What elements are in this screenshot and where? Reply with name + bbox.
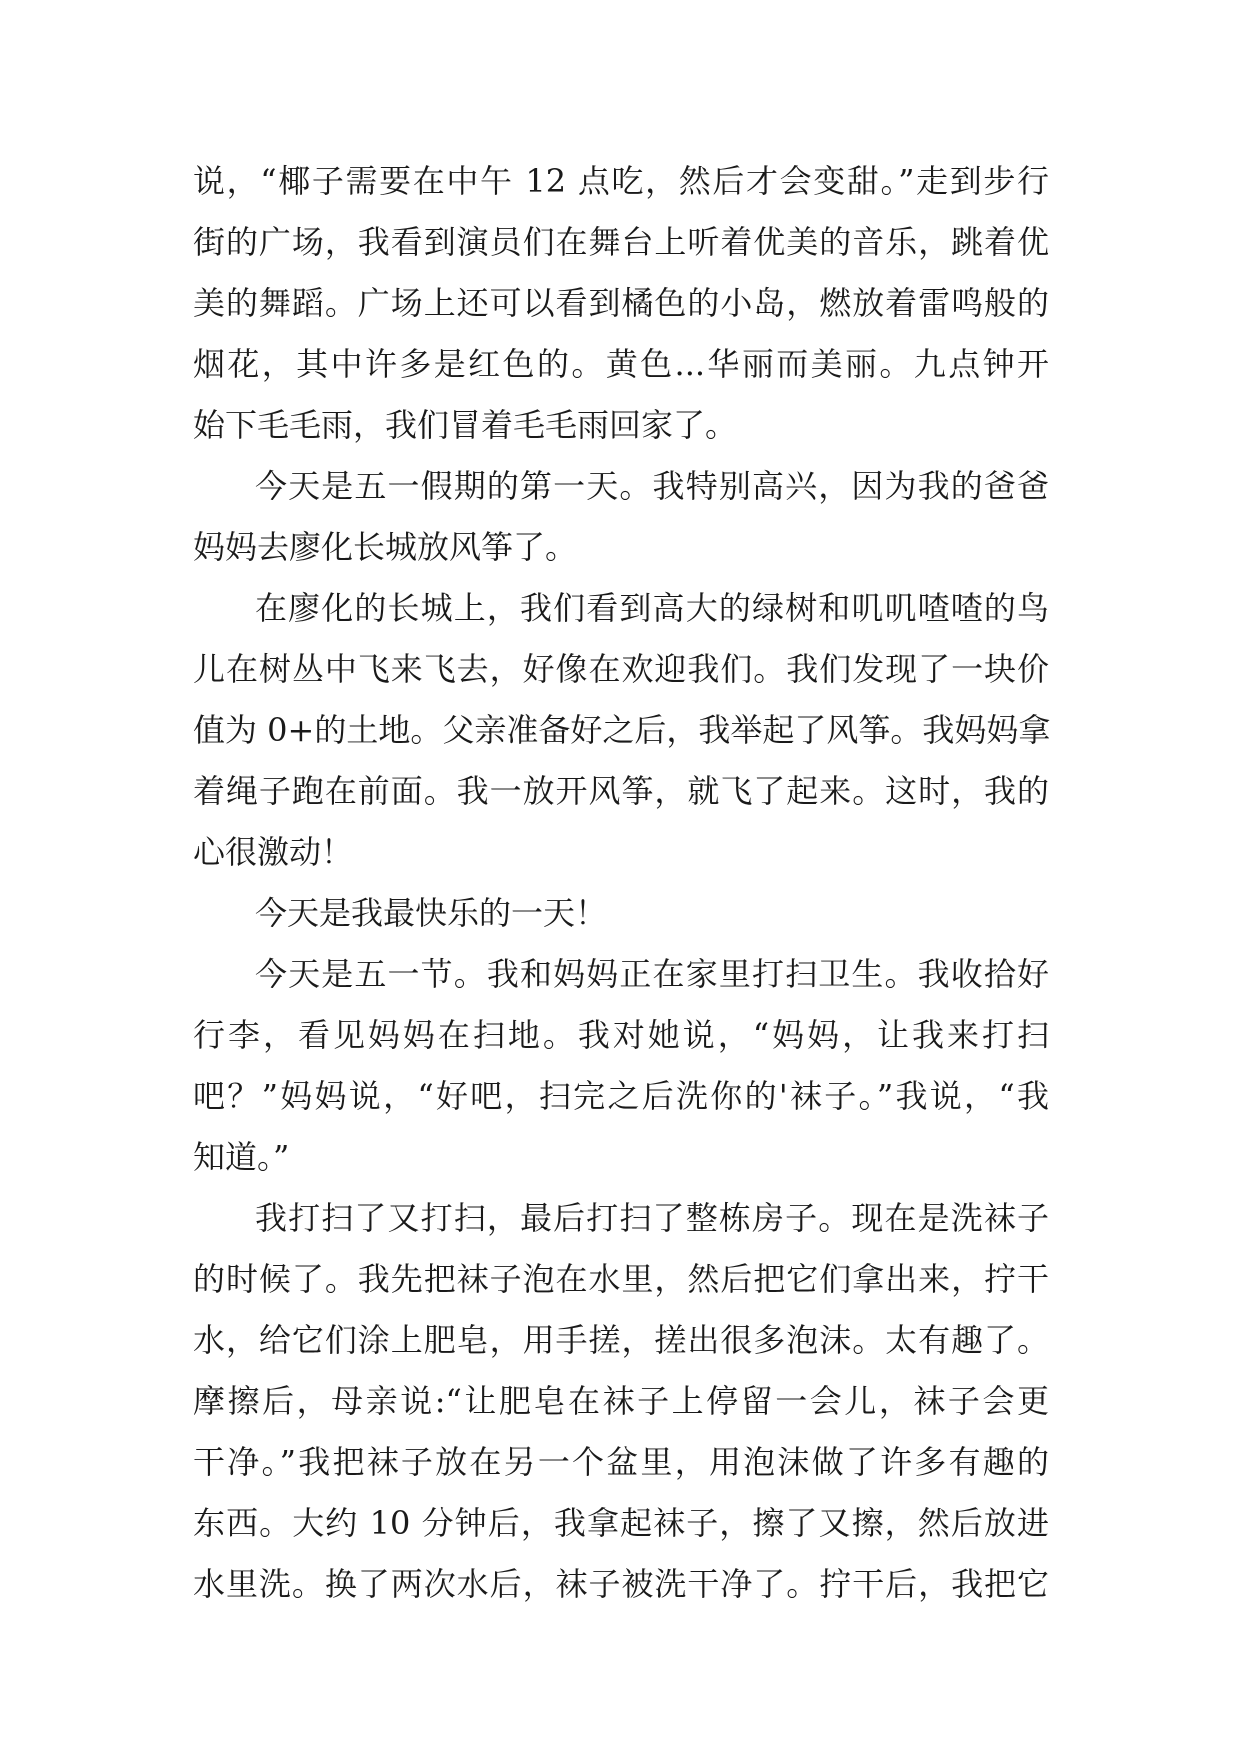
text-line: 知道。” [193, 1138, 290, 1176]
text-line: 水里洗。换了两次水后，袜子被洗干净了。拧干后，我把它 [193, 1565, 1049, 1603]
text-line: 值为 0+的土地。父亲准备好之后，我举起了风筝。我妈妈拿 [193, 711, 1051, 749]
text-line: 摩擦后，母亲说:“让肥皂在袜子上停留一会儿，袜子会更 [193, 1382, 1049, 1420]
text-line: 行李，看见妈妈在扫地。我对她说，“妈妈，让我来打扫 [193, 1016, 1049, 1054]
text-line: 着绳子跑在前面。我一放开风筝，就飞了起来。这时，我的 [193, 772, 1049, 810]
text-line: 说，“椰子需要在中午 12 点吃，然后才会变甜。”走到步行 [193, 162, 1049, 200]
text-line: 美的舞蹈。广场上还可以看到橘色的小岛，燃放着雷鸣般的 [193, 284, 1049, 322]
text-line: 吧？”妈妈说，“好吧，扫完之后洗你的'袜子。”我说，“我 [193, 1077, 1049, 1115]
text-line: 的时候了。我先把袜子泡在水里，然后把它们拿出来，拧干 [193, 1260, 1049, 1298]
text-line: 儿在树丛中飞来飞去，好像在欢迎我们。我们发现了一块价 [193, 650, 1049, 688]
paragraph-first-line: 今天是我最快乐的一天！ [255, 894, 608, 932]
text-line: 水，给它们涂上肥皂，用手搓，搓出很多泡沫。太有趣了。 [193, 1321, 1049, 1359]
text-line: 干净。”我把袜子放在另一个盆里，用泡沫做了许多有趣的 [193, 1443, 1049, 1481]
paragraph-first-line: 今天是五一假期的第一天。我特别高兴，因为我的爸爸 [255, 467, 1049, 505]
text-line: 妈妈去廖化长城放风筝了。 [193, 528, 578, 566]
text-line: 始下毛毛雨，我们冒着毛毛雨回家了。 [193, 406, 738, 444]
document-body [193, 151, 1049, 1615]
text-line: 烟花，其中许多是红色的。黄色...华丽而美丽。九点钟开 [193, 345, 1049, 383]
paragraph-first-line: 今天是五一节。我和妈妈正在家里打扫卫生。我收拾好 [255, 955, 1049, 993]
text-line: 东西。大约 10 分钟后，我拿起袜子，擦了又擦，然后放进 [193, 1504, 1049, 1542]
text-line: 心很激动！ [193, 833, 354, 871]
paragraph-first-line: 在廖化的长城上，我们看到高大的绿树和叽叽喳喳的鸟 [255, 589, 1049, 627]
text-line: 街的广场，我看到演员们在舞台上听着优美的音乐，跳着优 [193, 223, 1049, 261]
paragraph-first-line: 我打扫了又打扫，最后打扫了整栋房子。现在是洗袜子 [255, 1199, 1049, 1237]
